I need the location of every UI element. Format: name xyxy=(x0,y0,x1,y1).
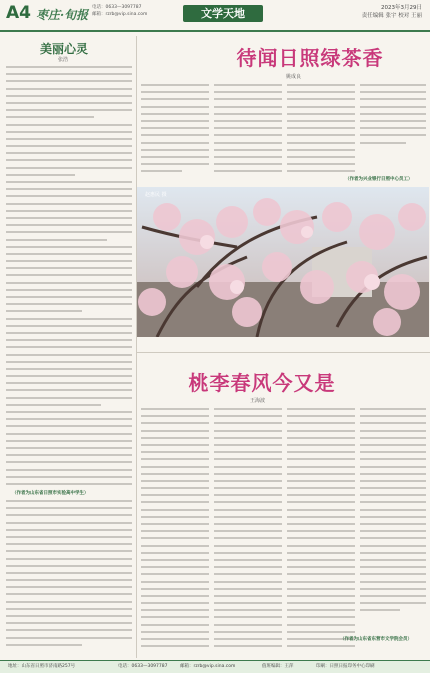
article-title-3: 桃李春风今又是 xyxy=(188,371,336,395)
author-note-3: （作者为山东省东营市文学院会员） xyxy=(340,637,412,642)
blossom-photo xyxy=(137,187,429,337)
section-title: 文学天地 xyxy=(183,5,263,22)
article-author-3: 王海波 xyxy=(250,398,266,404)
column-divider xyxy=(136,36,137,658)
page-footer xyxy=(0,660,430,673)
article-author-1: 张浩 xyxy=(58,57,69,63)
page-number: A4 xyxy=(6,3,31,23)
article-title-2: 待闻日照绿茶香 xyxy=(236,46,384,70)
footer-printer: 印刷：日照日报印务中心印刷 xyxy=(316,664,375,669)
header-contact xyxy=(92,4,147,18)
footer-editor: 值班编辑：王萍 xyxy=(262,664,294,669)
article-body-3-col1 xyxy=(6,500,132,656)
header-phone: 电话：0633—3097787 xyxy=(92,5,142,10)
section-divider xyxy=(136,352,430,353)
article-body-3-col3 xyxy=(214,408,282,656)
footer-address: 地址：山东省日照市济南路257号 xyxy=(8,664,76,669)
header-email: 邮箱：rzrb@vip.sina.com xyxy=(92,12,148,17)
cherry-blossom-image xyxy=(137,187,429,337)
editor-credits: 责任编辑 张宇 校对 王丽 xyxy=(361,13,422,19)
article-body-2-col1 xyxy=(141,84,209,184)
page-header xyxy=(0,0,430,32)
author-note-1: （作者为山东省日照市实验高中学生） xyxy=(12,491,89,496)
article-title-1: 美丽心灵 xyxy=(40,42,89,56)
photo-caption: 赵惠民 摄 xyxy=(145,192,167,198)
article-body-3-col2 xyxy=(141,408,209,656)
footer-phone: 电话：0633—3097787 xyxy=(118,664,168,669)
header-date-block xyxy=(362,4,422,20)
article-body-2-col3 xyxy=(287,84,355,184)
article-body-3-col4 xyxy=(287,408,355,656)
article-author-2: 姚成良 xyxy=(286,74,302,80)
author-note-2: （作者为兴业银行日照中心员工） xyxy=(345,177,413,182)
issue-date: 2023年3月29日 xyxy=(381,5,422,11)
footer-email: 邮箱：rzrb@vip.sina.com xyxy=(180,664,236,669)
article-body-1 xyxy=(6,66,132,486)
newspaper-logo: 枣庄·旬报 xyxy=(36,8,89,22)
article-body-2-col4 xyxy=(360,84,426,164)
article-body-3-col5 xyxy=(360,408,426,626)
article-body-2-col2 xyxy=(214,84,282,184)
